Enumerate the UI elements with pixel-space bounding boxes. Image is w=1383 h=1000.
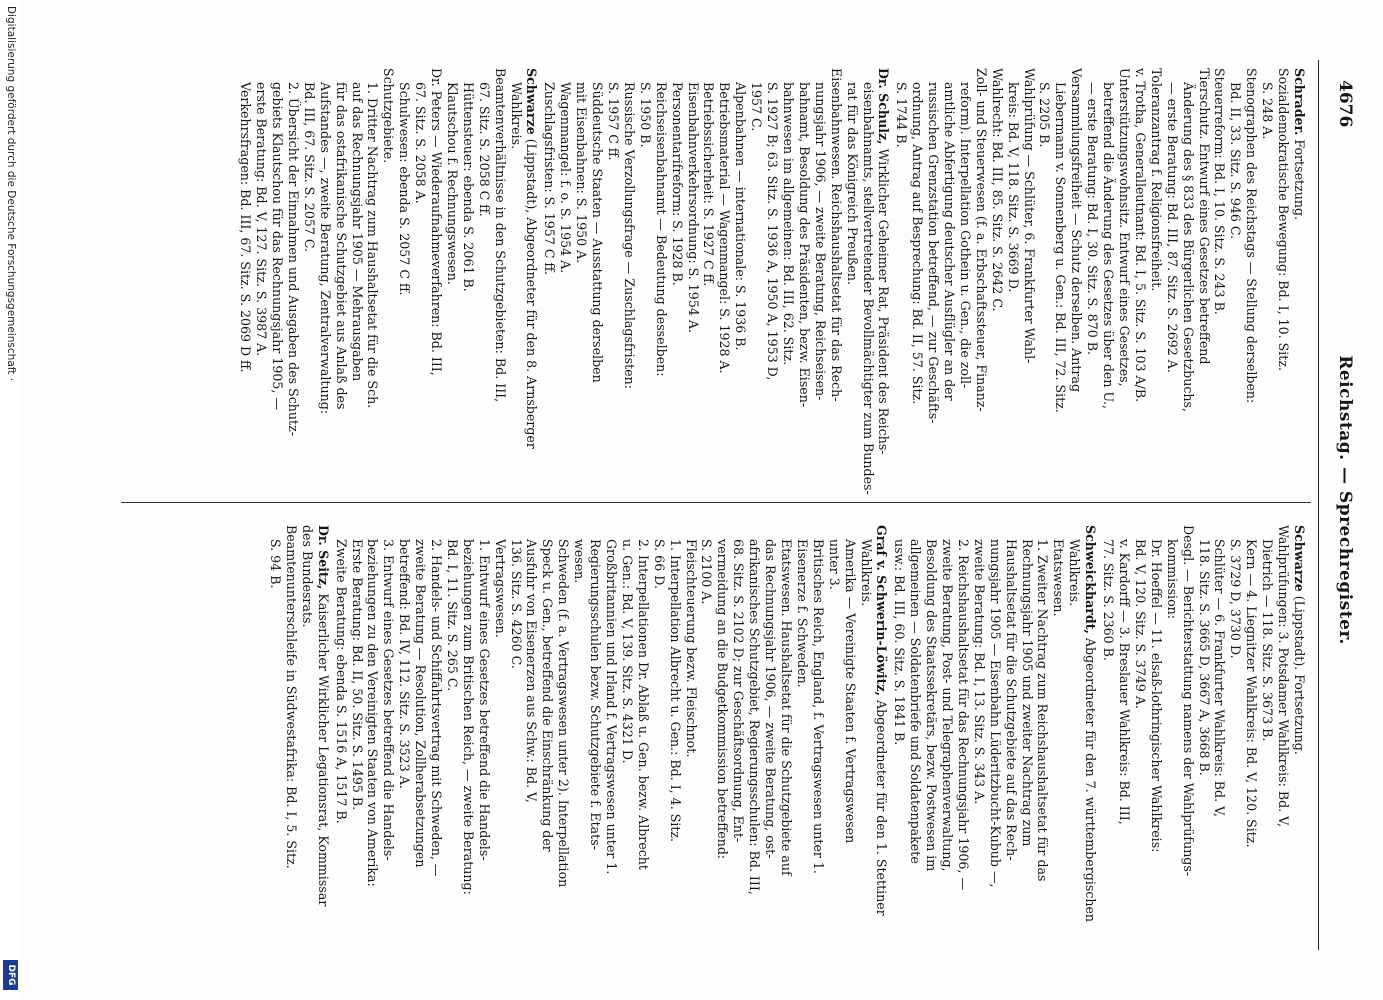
register-entry <box>893 68 1307 498</box>
entry-line: Zweite Beratung: ebenda S. 1516 A, 1517 B. <box>333 539 349 824</box>
entry-line: Wahlprüfungen: 3. Potsdamer Wahlkreis: Bd. V, <box>1276 525 1292 828</box>
entry-line: gebiets Klautschou für das Rechnungsjahr 1905, — <box>270 82 285 411</box>
entry-heading-rest: (Lippstadt). Fortsetzung. <box>1292 591 1307 755</box>
entry-line: des Bundesrats. <box>299 525 315 628</box>
entry-line: S. 1957 C ff. <box>606 82 622 161</box>
entry-line: mit Eisenbahnen: S. 1950 A. <box>574 82 590 264</box>
entry-line: — erste Beratung: Bd. III, 87. Sitz. S. 2692 A. <box>1164 82 1180 373</box>
entry-heading-line <box>524 68 540 498</box>
entry-line: Wahlkreis. <box>508 82 524 150</box>
entry-line: 1. Zweiter Nachtrag zum Reichshaushaltsetat für das <box>1035 539 1051 882</box>
entry-line: Klautschou f. Rechnungswesen. <box>444 82 460 285</box>
entry-line: Süddeutsche Staaten — Ausstattung derselben <box>590 82 606 383</box>
entry-line: Versammlungsfreiheit — Schutz derselben. Antrag <box>1069 68 1085 393</box>
entry-line: reform). Interpellation Gothein u. Gen., die zoll- <box>957 82 973 389</box>
entry-line: vermeidung an die Budgetkommission betreffend: <box>715 539 731 860</box>
entry-line: Etatswesen. Haushaltsetat für die Schutzgebiete auf <box>779 539 794 876</box>
speaker-name: Dr. Schulz, <box>876 68 892 145</box>
entry-line: Wahlkreis. <box>858 539 874 607</box>
entry-line: 2. Übersicht der Einnahmen und Ausgaben des Schutz- <box>285 82 301 436</box>
entry-heading-line <box>315 525 331 955</box>
entry-heading-rest: (Lippstadt), Abgeordneter für den 8. Arnsberger <box>524 134 540 449</box>
register-entry <box>237 68 539 498</box>
entry-line: Kern — 4. Liegnitzer Wahlkreis: Bd. V, 120. Sitz. <box>1244 539 1260 848</box>
entry-heading-rest: Abgeordneter für den 1. Stettiner <box>874 695 890 916</box>
entry-line: Britisches Reich, England, f. Vertragswesen unter 1. <box>810 539 826 874</box>
entry-line: für das ostafrikanische Schutzgebiet aus Anlaß des <box>333 82 349 410</box>
entry-line: Betriebssicherheit: S. 1927 C ff. <box>701 82 717 287</box>
entry-line: Bd. I, 11. Sitz. S. 265 C. <box>444 539 460 692</box>
entry-line: Unterstützungswohnsitz. Entwurf eines Gesetzes, <box>1117 68 1133 387</box>
speaker-name: Graf v. Schwerin-Löwitz, <box>874 525 890 696</box>
register-entry <box>1100 525 1307 955</box>
entry-line: zweite Beratung, Post- und Telegraphenverwaltung, <box>940 539 956 872</box>
entry-line: Wahlkreis. <box>1067 539 1083 607</box>
entry-line: 1957 C. <box>749 82 765 132</box>
entry-line: 67. Sitz. S. 2058 C ff. <box>476 82 492 217</box>
entry-line: Eisenbahnwesen. Reichshaushaltsetat für das Rech- <box>828 68 844 402</box>
right-column <box>265 525 1307 955</box>
entry-heading-rest: Wirklicher Geheimer Rat, Präsident des Reichs- <box>876 144 892 455</box>
entry-heading-line <box>1082 525 1098 955</box>
entry-line: Desgl. — Berichterstattung namens der Wahlprüfungs- <box>1180 525 1196 877</box>
entry-line: Etatswesen. <box>1051 539 1067 617</box>
entry-line: Bd. II, 33. Sitz. S. 946 C. <box>1228 82 1244 240</box>
entry-line: beziehungen zu den Vereinigten Staaten von Amerika: <box>365 539 381 887</box>
entry-heading-rest: Fortsetzung. <box>1292 135 1307 221</box>
entry-line: Wahlprüfung — Schlüter, 6. Frankfurter Wahl- <box>1021 68 1037 364</box>
entry-line: 118. Sitz. S. 3665 D, 3667 A, 3668 B. <box>1196 539 1212 776</box>
entry-line: 1. Interpellation Albrecht u. Gen.: Bd. I, 4. Sitz. <box>667 539 683 843</box>
entry-line: 136. Sitz. S. 4260 C. <box>508 539 524 669</box>
entry-line: Rechnungsjahr 1905 und zweiter Nachtrag zum <box>1019 539 1035 847</box>
page-title: Reichstag. — Sprechregister. <box>1335 355 1355 645</box>
entry-line: kreis: Bd. V, 118. Sitz. S. 3669 D. <box>1005 82 1021 293</box>
entry-line: Wahlrecht: Bd. III, 85. Sitz. S. 2642 C. <box>989 68 1005 312</box>
entry-line: Wagenmangel: f. o. S. 1954 A. <box>558 82 574 274</box>
speaker-name: Dr. Seitz, <box>315 525 331 590</box>
entry-line: Speck u. Gen., betreffend die Einschränkung der <box>540 539 556 852</box>
entry-line: Sozialdemokratische Bewegung: Bd. I, 10. Sitz. <box>1276 68 1292 372</box>
entry-line: Beamtenunterschleife in Südwestafrika: Bd. I, 5. Sitz. <box>283 525 299 869</box>
entry-line: 2. Handels- und Schiffahrtsvertrag mit Schweden, — <box>429 539 445 877</box>
column-divider <box>121 502 1311 503</box>
entry-line: Vertragswesen. <box>492 539 508 638</box>
entry-line: Zoll- und Steuerwesen (f. a. Erbschaftssteuer, Finanz- <box>973 68 989 412</box>
entry-line: Toleranzantrag f. Religionsfreiheit. <box>1148 68 1164 292</box>
entry-line: russischen Grenzstation betreffend, — zur Geschäfts- <box>926 82 942 424</box>
digitization-credit: Digitalisierung gefördert durch die Deutsche Forschungsgemeinschaft · <box>5 6 17 382</box>
entry-line: S. 2205 B. <box>1037 82 1053 148</box>
speaker-name: Schwarze <box>1292 525 1307 592</box>
entry-line: Personentarifreform: S. 1928 B. <box>669 82 685 286</box>
entry-line: Erste Beratung: Bd. II, 50. Sitz. S. 1495 B. <box>349 539 365 811</box>
dfg-logo: DFG <box>3 960 18 990</box>
entry-line: 1. Entwurf eines Gesetzes betreffend die Handels- <box>476 539 492 861</box>
entry-line: wesen. <box>572 539 588 584</box>
entry-line: 3. Entwurf eines Gesetzes betreffend die Handels- <box>381 539 397 861</box>
entry-line: S. 66 D. <box>651 539 667 589</box>
entry-line: Verkehrsfragen: Bd. III, 67. Sitz. S. 2069 D ff. <box>238 82 254 373</box>
left-column <box>235 68 1307 498</box>
entry-line: Ausfuhr von Eisenerzen aus Schw.: Bd. V, <box>524 539 540 803</box>
entry-line: unter 3. <box>826 539 842 590</box>
entry-line: Reichseisenbahnamt — Bedeutung desselben: <box>653 82 669 377</box>
speaker-name: Schwarze <box>524 68 540 135</box>
entry-line: Liebermann v. Sonnenberg u. Gen.: Bd. III, 72. Sitz. <box>1053 82 1069 413</box>
entry-line: S. 2100 A. <box>699 539 715 605</box>
entry-line: auf das Rechnungsjahr 1905 — Mehrausgaben <box>349 82 365 382</box>
page-header <box>1327 60 1355 940</box>
entry-line: Betriebsmaterial — Wagenmangel: S. 1928 A. <box>717 82 733 374</box>
entry-line: u. Gen.: Bd. V, 139. Sitz. S. 4321 D. <box>619 539 635 764</box>
register-entry <box>333 525 890 955</box>
entry-heading-line <box>874 525 890 955</box>
entry-heading-line <box>1291 68 1307 498</box>
entry-line: 77. Sitz. S. 2360 B. <box>1101 539 1117 661</box>
entry-line: Zuschlagsfristen: S. 1957 C ff. <box>542 82 558 275</box>
entry-line: Bd. III, 67. Sitz. S. 2057 C. <box>301 82 317 253</box>
entry-line: Schweden (f. a. Vertragswesen unter 2). Interpellation <box>556 539 572 888</box>
entry-line: Hüttensteuer: ebenda S. 2061 B. <box>460 82 476 292</box>
entry-line: Stenographen des Reichstags — Stellung derselben: <box>1244 68 1260 404</box>
entry-line: Schulwesen: ebenda S. 2057 C ff. <box>397 82 413 296</box>
entry-line: Russische Verzollungsfrage — Zuschlagsfristen: <box>621 82 637 389</box>
entry-line: 1. Dritter Nachtrag zum Haushaltsetat für die Sch. <box>365 82 381 409</box>
entry-line: zweite Beratung — Resolution, Zollherabsetzungen <box>413 539 429 868</box>
entry-heading-rest: Abgeordneter für den 7. württembergischen <box>1083 633 1099 923</box>
entry-line: Regierungsschulen bezw. Schutzgebiete f. Etats- <box>588 539 604 850</box>
entry-line: Fleischteuerung bezw. Fleischnot. <box>683 539 699 758</box>
entry-line: Steuerreform: Bd. I, 10. Sitz. S. 243 B. <box>1212 68 1228 315</box>
entry-line: S. 1927 B; 63. Sitz. S. 1936 A, 1950 A, 1953 D, <box>765 82 781 381</box>
entry-line: Besoldung des Staatssekretärs, bezw. Postwesen im <box>924 539 940 872</box>
entry-line: amtliche Abfertigung deutscher Ausflügler an der <box>942 82 958 401</box>
entry-line: Tierschutz. Entwurf eines Gesetzes betreffend <box>1196 68 1212 365</box>
entry-line: Haushaltsetat für die Schutzgebiete auf das Rech- <box>1003 539 1019 861</box>
entry-line: 67. Sitz. S. 2058 A. <box>413 82 429 204</box>
entry-line: nungsjahr 1905 — Eisenbahn Lüderitzbucht-Kubub —, <box>987 539 1003 888</box>
entry-line: v. Trotha, Generalleutnant: Bd. I, 5. Sitz. S. 103 A/B. <box>1132 68 1148 403</box>
speaker-name: Schweickhardt, <box>1083 525 1099 634</box>
entry-line: Großbritannien und Irland f. Vertragswesen unter 1. <box>604 539 620 875</box>
entry-line: eisenbahnamts, stellvertretender Bevollmächtigter zum Bundes- <box>860 82 876 495</box>
entry-line: erste Beratung: Bd. V, 127. Sitz. S. 3987 A. <box>254 82 270 357</box>
footer-bar <box>0 0 20 1000</box>
entry-line: kommission: <box>1164 539 1180 620</box>
entry-line: v. Kardorff — 3. Breslauer Wahlkreis: Bd. III, <box>1117 539 1133 825</box>
register-entry <box>891 525 1098 955</box>
entry-line: Alpenbahnen — internationale: S. 1936 B. <box>733 82 749 351</box>
entry-line: Schlüter — 6. Frankfurter Wahlkreis: Bd. V, <box>1212 539 1228 817</box>
register-entry <box>542 68 892 498</box>
entry-line: zweite Beratung: Bd. I, 13. Sitz. S. 343 A. <box>971 539 987 805</box>
entry-line: S. 1744 B. <box>894 82 910 148</box>
entry-line: Dietrich — 118. Sitz. S. 3673 B. <box>1260 539 1276 742</box>
entry-line: 2. Reichshaushaltsetat für das Rechnungsjahr 1906, — <box>955 539 971 891</box>
entry-line: betreffend: Bd. IV, 112. Sitz. S. 3523 A. <box>397 539 413 789</box>
entry-line: — erste Beratung: Bd. I, 30. Sitz. S. 870 B. <box>1085 82 1101 356</box>
header-rule <box>1318 60 1319 950</box>
entry-line: S. 3729 D, 3730 D. <box>1228 539 1244 659</box>
entry-line: betreffend die Änderung des Gesetzes über den U., <box>1101 82 1117 409</box>
entry-line: Beamtenverhältnisse in den Schutzgebieten: Bd. III, <box>492 68 508 403</box>
speaker-name: Schrader. <box>1292 68 1307 136</box>
entry-line: Aufstandes —, zweite Beratung, Zentralverwaltung: <box>317 82 333 415</box>
entry-line: bahnwesen im allgemeinen: Bd. III, 62. Sitz. <box>781 82 796 366</box>
entry-line: 2. Interpellationen Dr. Ablaß u. Gen. bezw. Albrecht <box>635 539 651 870</box>
entry-line: Schutzgebiete. <box>381 68 397 164</box>
entry-line: S. 248 A. <box>1260 82 1276 140</box>
entry-line: nungsjahr 1906, — zweite Beratung, Reichseisen- <box>812 82 828 401</box>
page-number: 4676 <box>1335 80 1355 128</box>
entry-line: beziehungen zum Britischen Reich, — zweite Beratung: <box>460 539 476 895</box>
entry-heading-rest: Kaiserlicher Wirklicher Legationsrat, Kommissar <box>315 589 331 907</box>
entry-line: usw.: Bd. III, 60. Sitz. S. 1841 B. <box>892 539 908 746</box>
entry-line: Amerika — Vereinigte Staaten f. Vertragswesen <box>842 539 858 844</box>
entry-heading-line <box>1291 525 1307 955</box>
entry-line: Eisenbahnverkehrsordnung: S. 1954 A. <box>685 82 701 333</box>
entry-line: Eisenerze f. Schweden. <box>794 539 810 688</box>
register-entry <box>267 525 331 955</box>
entry-line: 68. Sitz. S. 2102 D; zur Geschäftsordnung, Ent- <box>731 539 747 843</box>
entry-line: Änderung des § 833 des Bürgerlichen Gesetzbuchs, <box>1180 82 1196 412</box>
entry-line: allgemeinen — Soldatenbriefe und Soldatenpakete <box>908 539 924 864</box>
entry-line: ordnung, Antrag auf Besprechung: Bd. II, 57. Sitz. <box>910 82 926 405</box>
entry-line: afrikanisches Schutzgebiet, Regierungsschulen: Bd. III, <box>747 539 763 895</box>
entry-line: rat für das Königreich Preußen. <box>844 82 860 285</box>
entry-line: das Rechnungsjahr 1906, — zweite Beratung, ost- <box>763 539 779 859</box>
entry-line: Dr. Peters — Wiederaufnahmeverfahren: Bd. III, <box>429 68 445 376</box>
entry-line: S. 94 B. <box>268 539 283 589</box>
entry-line: S. 1950 B. <box>637 82 653 148</box>
entry-heading-line <box>876 68 892 498</box>
entry-line: bahnamt, Besoldung des Präsidenten, bezw. Eisen- <box>796 82 812 408</box>
entry-line: Bd. V, 120. Sitz. S. 3749 A. <box>1132 539 1148 709</box>
entry-line: Dr. Hoeffel — 11. elsaß-lothringischer Wahlkreis: <box>1148 539 1164 853</box>
